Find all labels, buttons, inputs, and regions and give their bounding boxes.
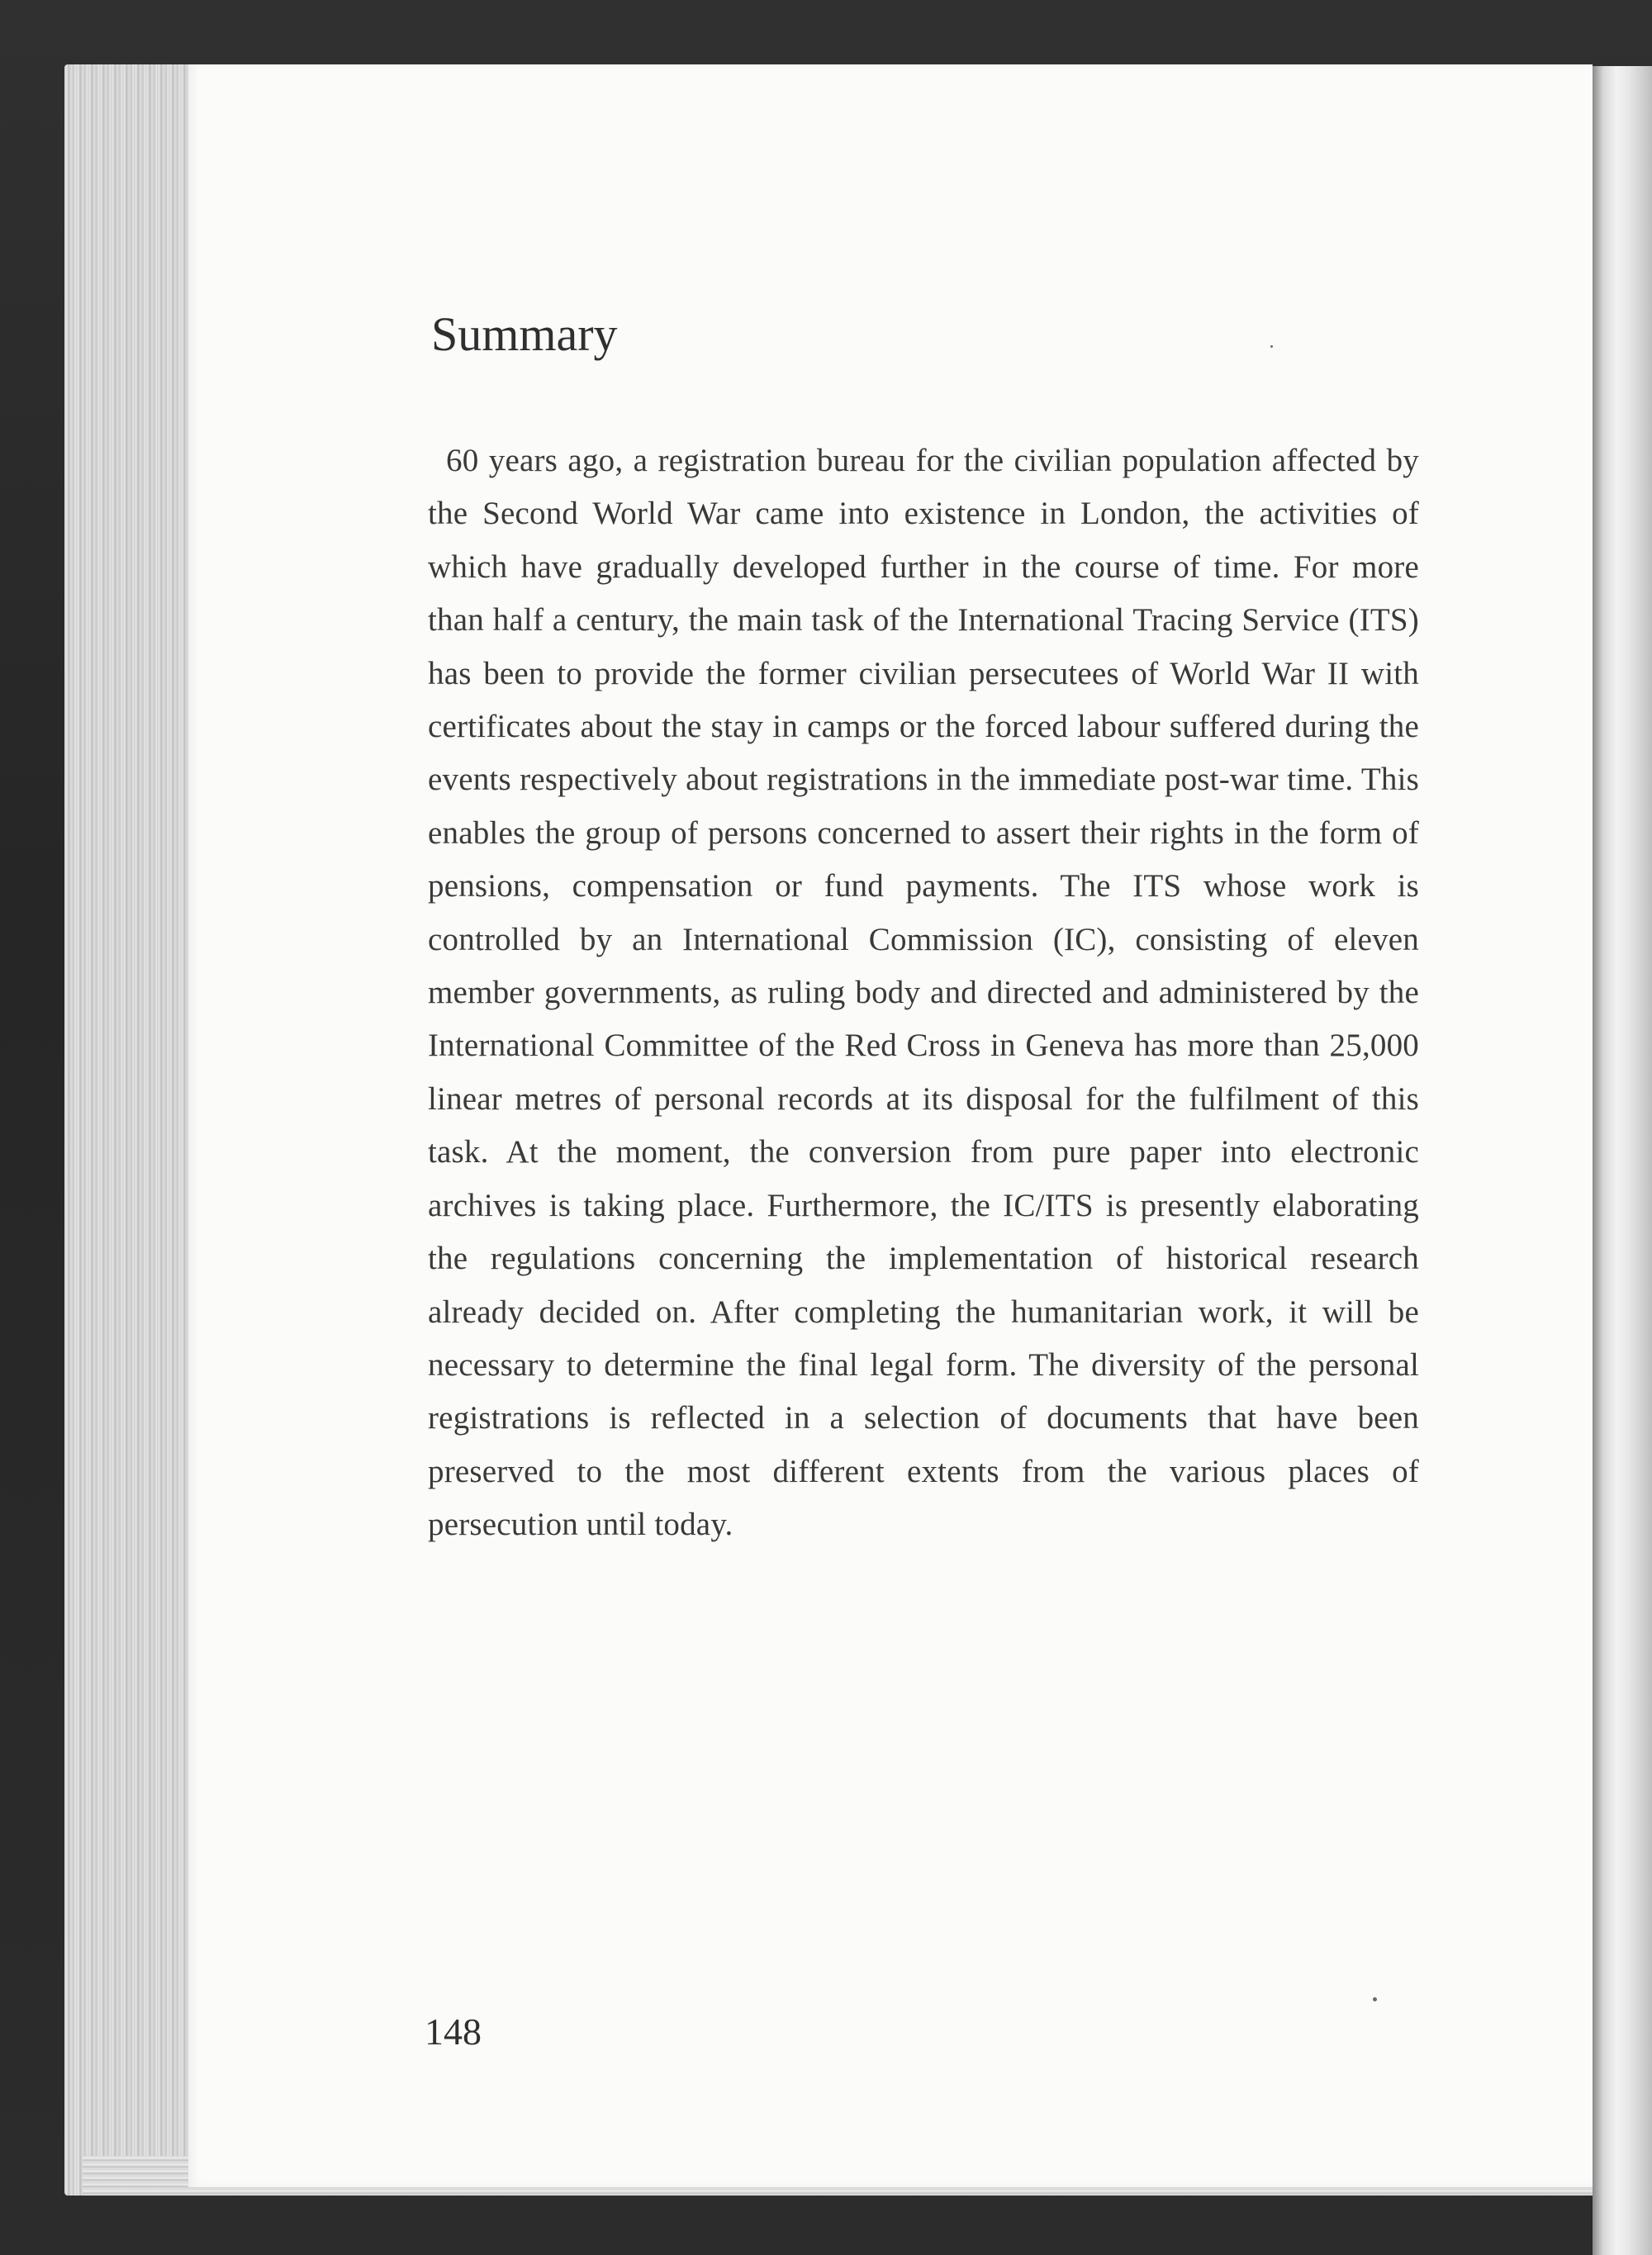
summary-paragraph: 60 years ago, a registration bureau for the civilian population affected by the Second World War came into existence in London, the activities of which have gradually developed further in the course of time. For more than half a century, the main task of the International Tracing Service (ITS) has been to provide the former civilian persecutees of World War II with certificates about the stay in camps or the forced labour suffered during the events respectively about registrations in the immediate post-war time. This enables the group of persons concerned to assert their rights in the form of pensions, compensation or fund payments. The ITS whose work is controlled by an International Commission (IC), consisting of eleven member governments, as ruling body and directed and administered by the International Committee of the Red Cross in Geneva has more than 25,000 linear metres of personal records at its disposal for the fulfilment of this task. At the moment, the conversion from pure paper into electronic archives is taking place. Furthermore, the IC/ITS is presently elaborating the regulations concerning the implementation of historical research already decided on. After completing the humanitarian work, it will be necessary to determine the final legal form. The diversity of the personal registrations is reflected in a selection of documents that have been preserved to the most different extents from the various places of persecution until today.: [428, 443, 1419, 1543]
book-spine: [1593, 66, 1652, 2255]
page-number: 148: [425, 2011, 482, 2053]
page-heading: Summary: [431, 307, 618, 361]
dust-speck: [1270, 345, 1273, 348]
book-page-edges: [64, 64, 197, 2196]
dust-speck: [1373, 1997, 1377, 2001]
